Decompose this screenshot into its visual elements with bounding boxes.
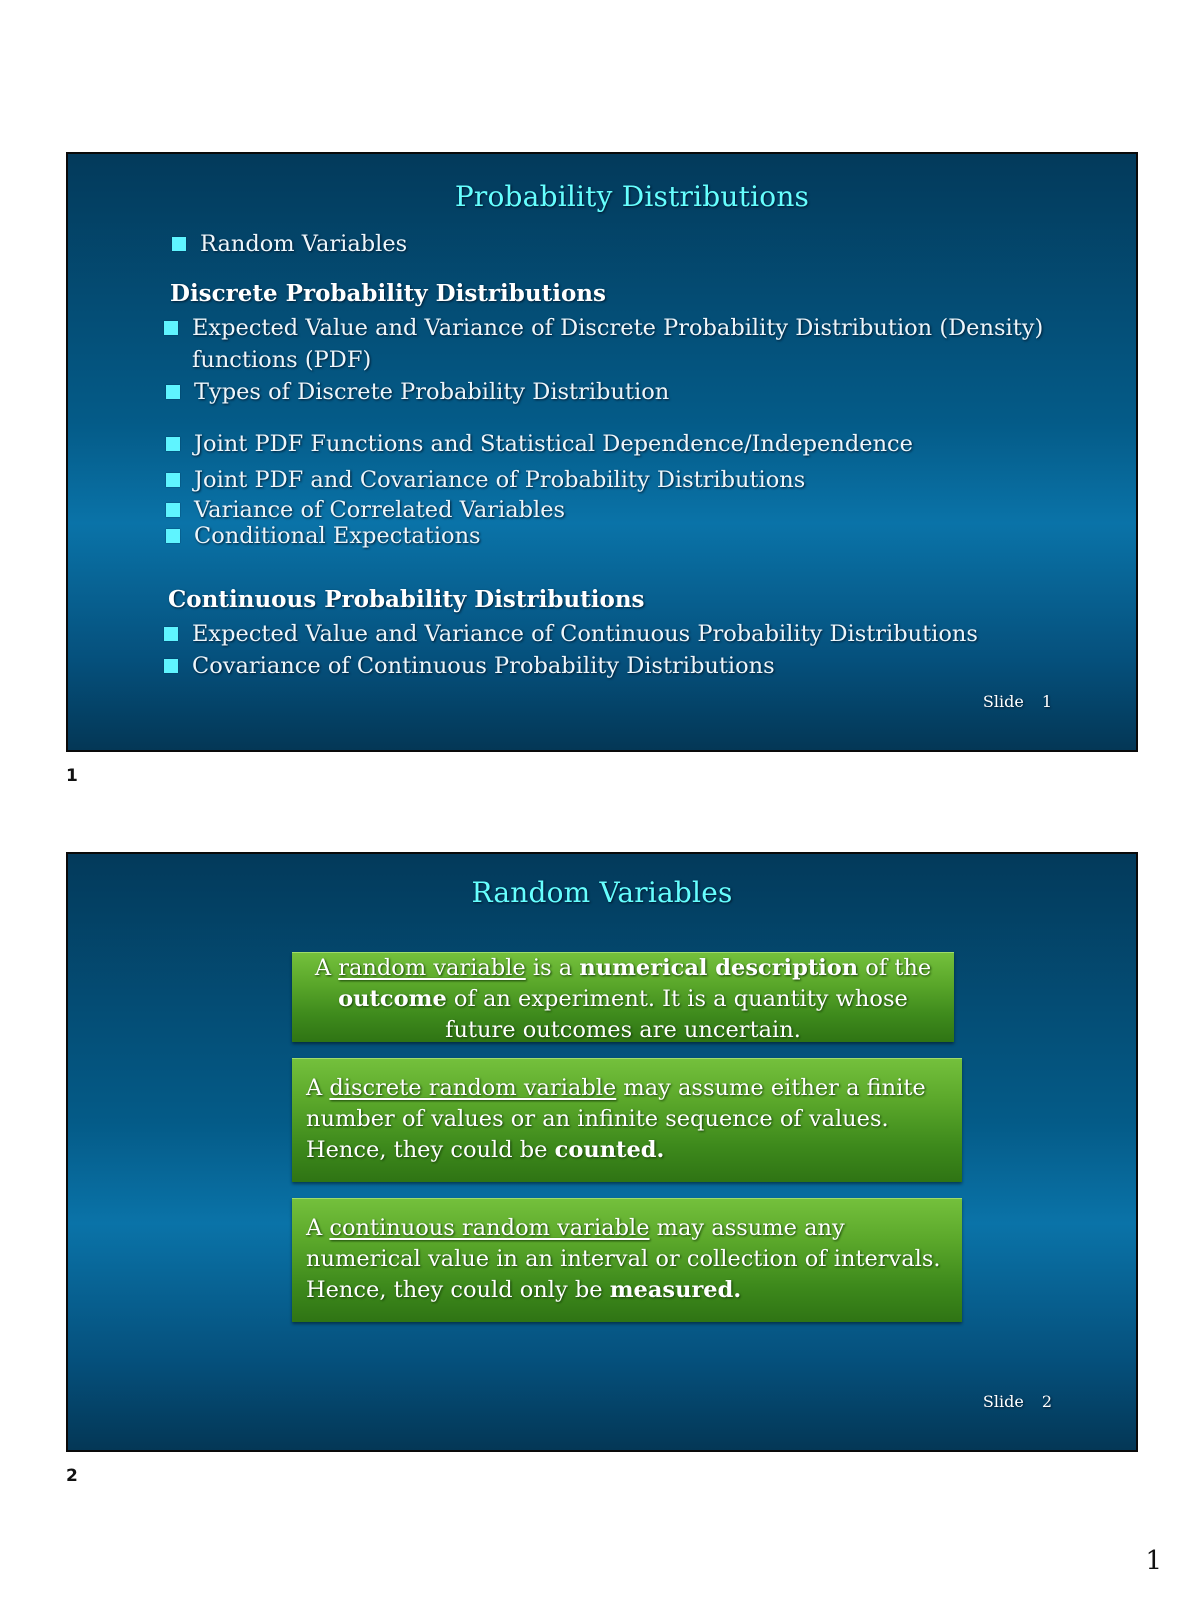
box1-text-c: of the (858, 955, 932, 981)
box1-text-d: of an experiment. It is a quantity whose future outcomes are uncertain. (445, 986, 908, 1043)
box2-bold: counted. (554, 1137, 665, 1163)
random-variable-definition-box (292, 952, 954, 1042)
page-number: 1 (1145, 1546, 1162, 1576)
square-bullet-icon (166, 503, 180, 517)
slide-label: Slide (982, 1392, 1024, 1411)
box3-term: continuous random variable (329, 1215, 650, 1241)
box3-text-b: may assume any numerical value in an interval or collection of intervals. Hence, they could only be (306, 1215, 941, 1303)
box2-text-a: A (306, 1075, 330, 1101)
bullet-text: Covariance of Continuous Probability Distributions (192, 653, 775, 679)
slide-2-page-label: 2 (66, 1466, 78, 1486)
box1-text-b: is a (525, 955, 580, 981)
continuous-heading: Continuous Probability Distributions (168, 586, 645, 613)
slide-2-number (983, 1392, 1052, 1411)
box1-text-a: A (314, 955, 339, 981)
slide-1 (66, 152, 1138, 752)
box2-text-b: may assume either a finite number of values or an infinite sequence of values. Hence, they could be (306, 1075, 926, 1163)
slide-2 (66, 852, 1138, 1452)
bullet-text: Conditional Expectations (194, 523, 481, 549)
box3-bold: measured. (609, 1277, 742, 1303)
square-bullet-icon (164, 321, 178, 335)
square-bullet-icon (164, 627, 178, 641)
slide-number-value: 1 (1041, 692, 1052, 711)
discrete-random-variable-box (292, 1058, 962, 1182)
square-bullet-icon (166, 473, 180, 487)
box1-bold-1: numerical description (579, 955, 859, 981)
slide-1-number (983, 692, 1052, 711)
square-bullet-icon (164, 659, 178, 673)
square-bullet-icon (166, 385, 180, 399)
box3-text-a: A (306, 1215, 330, 1241)
continuous-random-variable-box (292, 1198, 962, 1322)
slide-1-title: Probability Distributions (454, 180, 810, 213)
bullet-text: Expected Value and Variance of Continuous Probability Distributions (192, 621, 978, 647)
bullet-text: Random Variables (200, 231, 408, 257)
box1-bold-2: outcome (338, 986, 447, 1012)
slide-2-title: Random Variables (471, 876, 733, 909)
slide-number-value: 2 (1041, 1392, 1052, 1411)
square-bullet-icon (166, 529, 180, 543)
bullet-text: Variance of Correlated Variables (194, 497, 566, 523)
slide-1-page-label: 1 (66, 766, 78, 786)
box1-term: random variable (338, 955, 526, 981)
square-bullet-icon (172, 237, 186, 251)
discrete-heading: Discrete Probability Distributions (170, 280, 606, 307)
bullet-text: Joint PDF Functions and Statistical Dependence/Independence (194, 431, 913, 457)
bullet-text: Joint PDF and Covariance of Probability Distributions (194, 467, 806, 493)
bullet-text: Types of Discrete Probability Distribution (194, 379, 670, 405)
square-bullet-icon (166, 437, 180, 451)
bullet-text: Expected Value and Variance of Discrete Probability Distribution (Density) functions (PDF) (192, 315, 1044, 373)
slide-label: Slide (982, 692, 1024, 711)
box2-term: discrete random variable (329, 1075, 617, 1101)
